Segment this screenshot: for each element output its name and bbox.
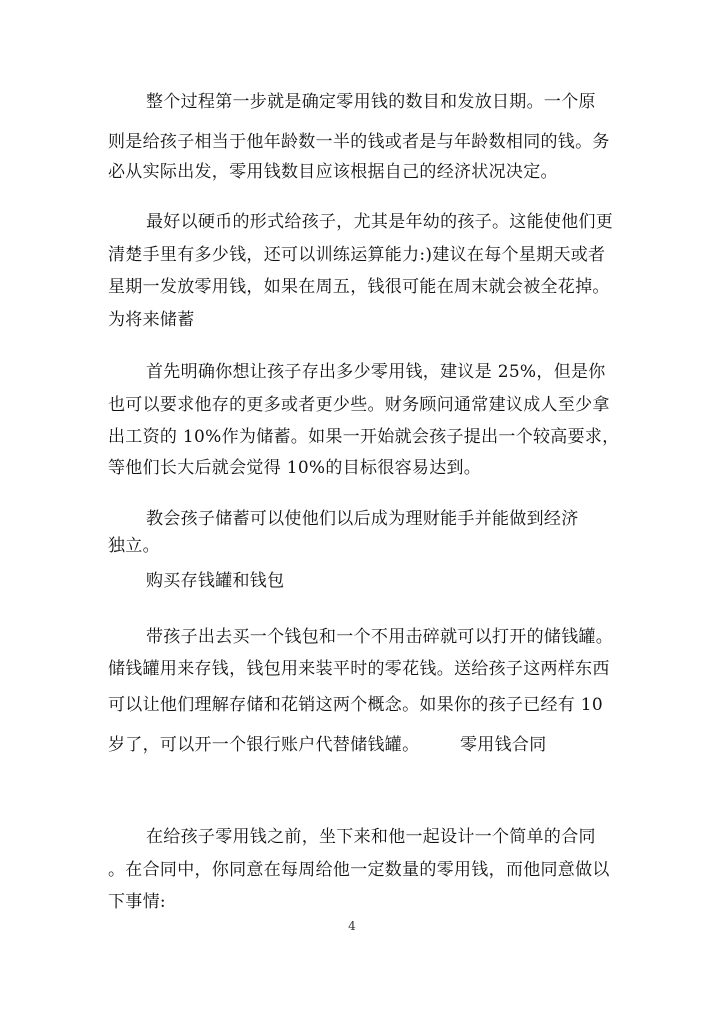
paragraph-line: 首先明确你想让孩子存出多少零用钱，建议是 25%，但是你 [146,362,606,382]
section-heading: 为将来储蓄 [108,310,195,330]
paragraph-line: 带孩子出去买一个钱包和一个不用击碎就可以打开的储钱罐。 [146,627,614,647]
paragraph-line: 也可以要求他存的更多或者更少些。财务顾问通常建议成人至少拿 [108,395,610,415]
section-heading: 购买存钱罐和钱包 [146,571,285,591]
paragraph-line: 岁了，可以开一个银行账户代替储钱罐。 [108,735,420,755]
page-number: 4 [348,919,356,933]
paragraph-line: 。在合同中，你同意在每周给他一定数量的零用钱，而他同意做以 [108,860,610,880]
section-heading: 零用钱合同 [460,735,547,755]
paragraph-line: 则是给孩子相当于他年龄数一半的钱或者是与年龄数相同的钱。务 [108,132,610,152]
paragraph-line: 最好以硬币的形式给孩子，尤其是年幼的孩子。这能使他们更 [146,212,614,232]
paragraph-line: 下事情: [108,892,166,912]
paragraph-line: 整个过程第一步就是确定零用钱的数目和发放日期。一个原 [146,92,596,112]
paragraph-line: 可以让他们理解存储和花销这两个概念。如果你的孩子已经有 10 [108,695,604,715]
paragraph-line: 等他们长大后就会觉得 10%的目标很容易达到。 [108,458,482,478]
paragraph-line: 出工资的 10%作为储蓄。如果一开始就会孩子提出一个较高要求， [108,427,620,447]
paragraph-line: 储钱罐用来存钱，钱包用来装平时的零花钱。送给孩子这两样东西 [108,659,610,679]
paragraph-line: 清楚手里有多少钱，还可以训练运算能力:)建议在每个星期天或者 [108,245,606,265]
paragraph-line: 星期一发放零用钱，如果在周五，钱很可能在周末就会被全花掉。 [108,277,610,297]
paragraph-line: 在给孩子零用钱之前，坐下来和他一起设计一个简单的合同 [146,827,596,847]
paragraph-line: 教会孩子储蓄可以使他们以后成为理财能手并能做到经济 [146,509,579,529]
paragraph-line: 必从实际出发，零用钱数目应该根据自己的经济状况决定。 [108,162,558,182]
paragraph-line: 独立。 [108,536,160,556]
